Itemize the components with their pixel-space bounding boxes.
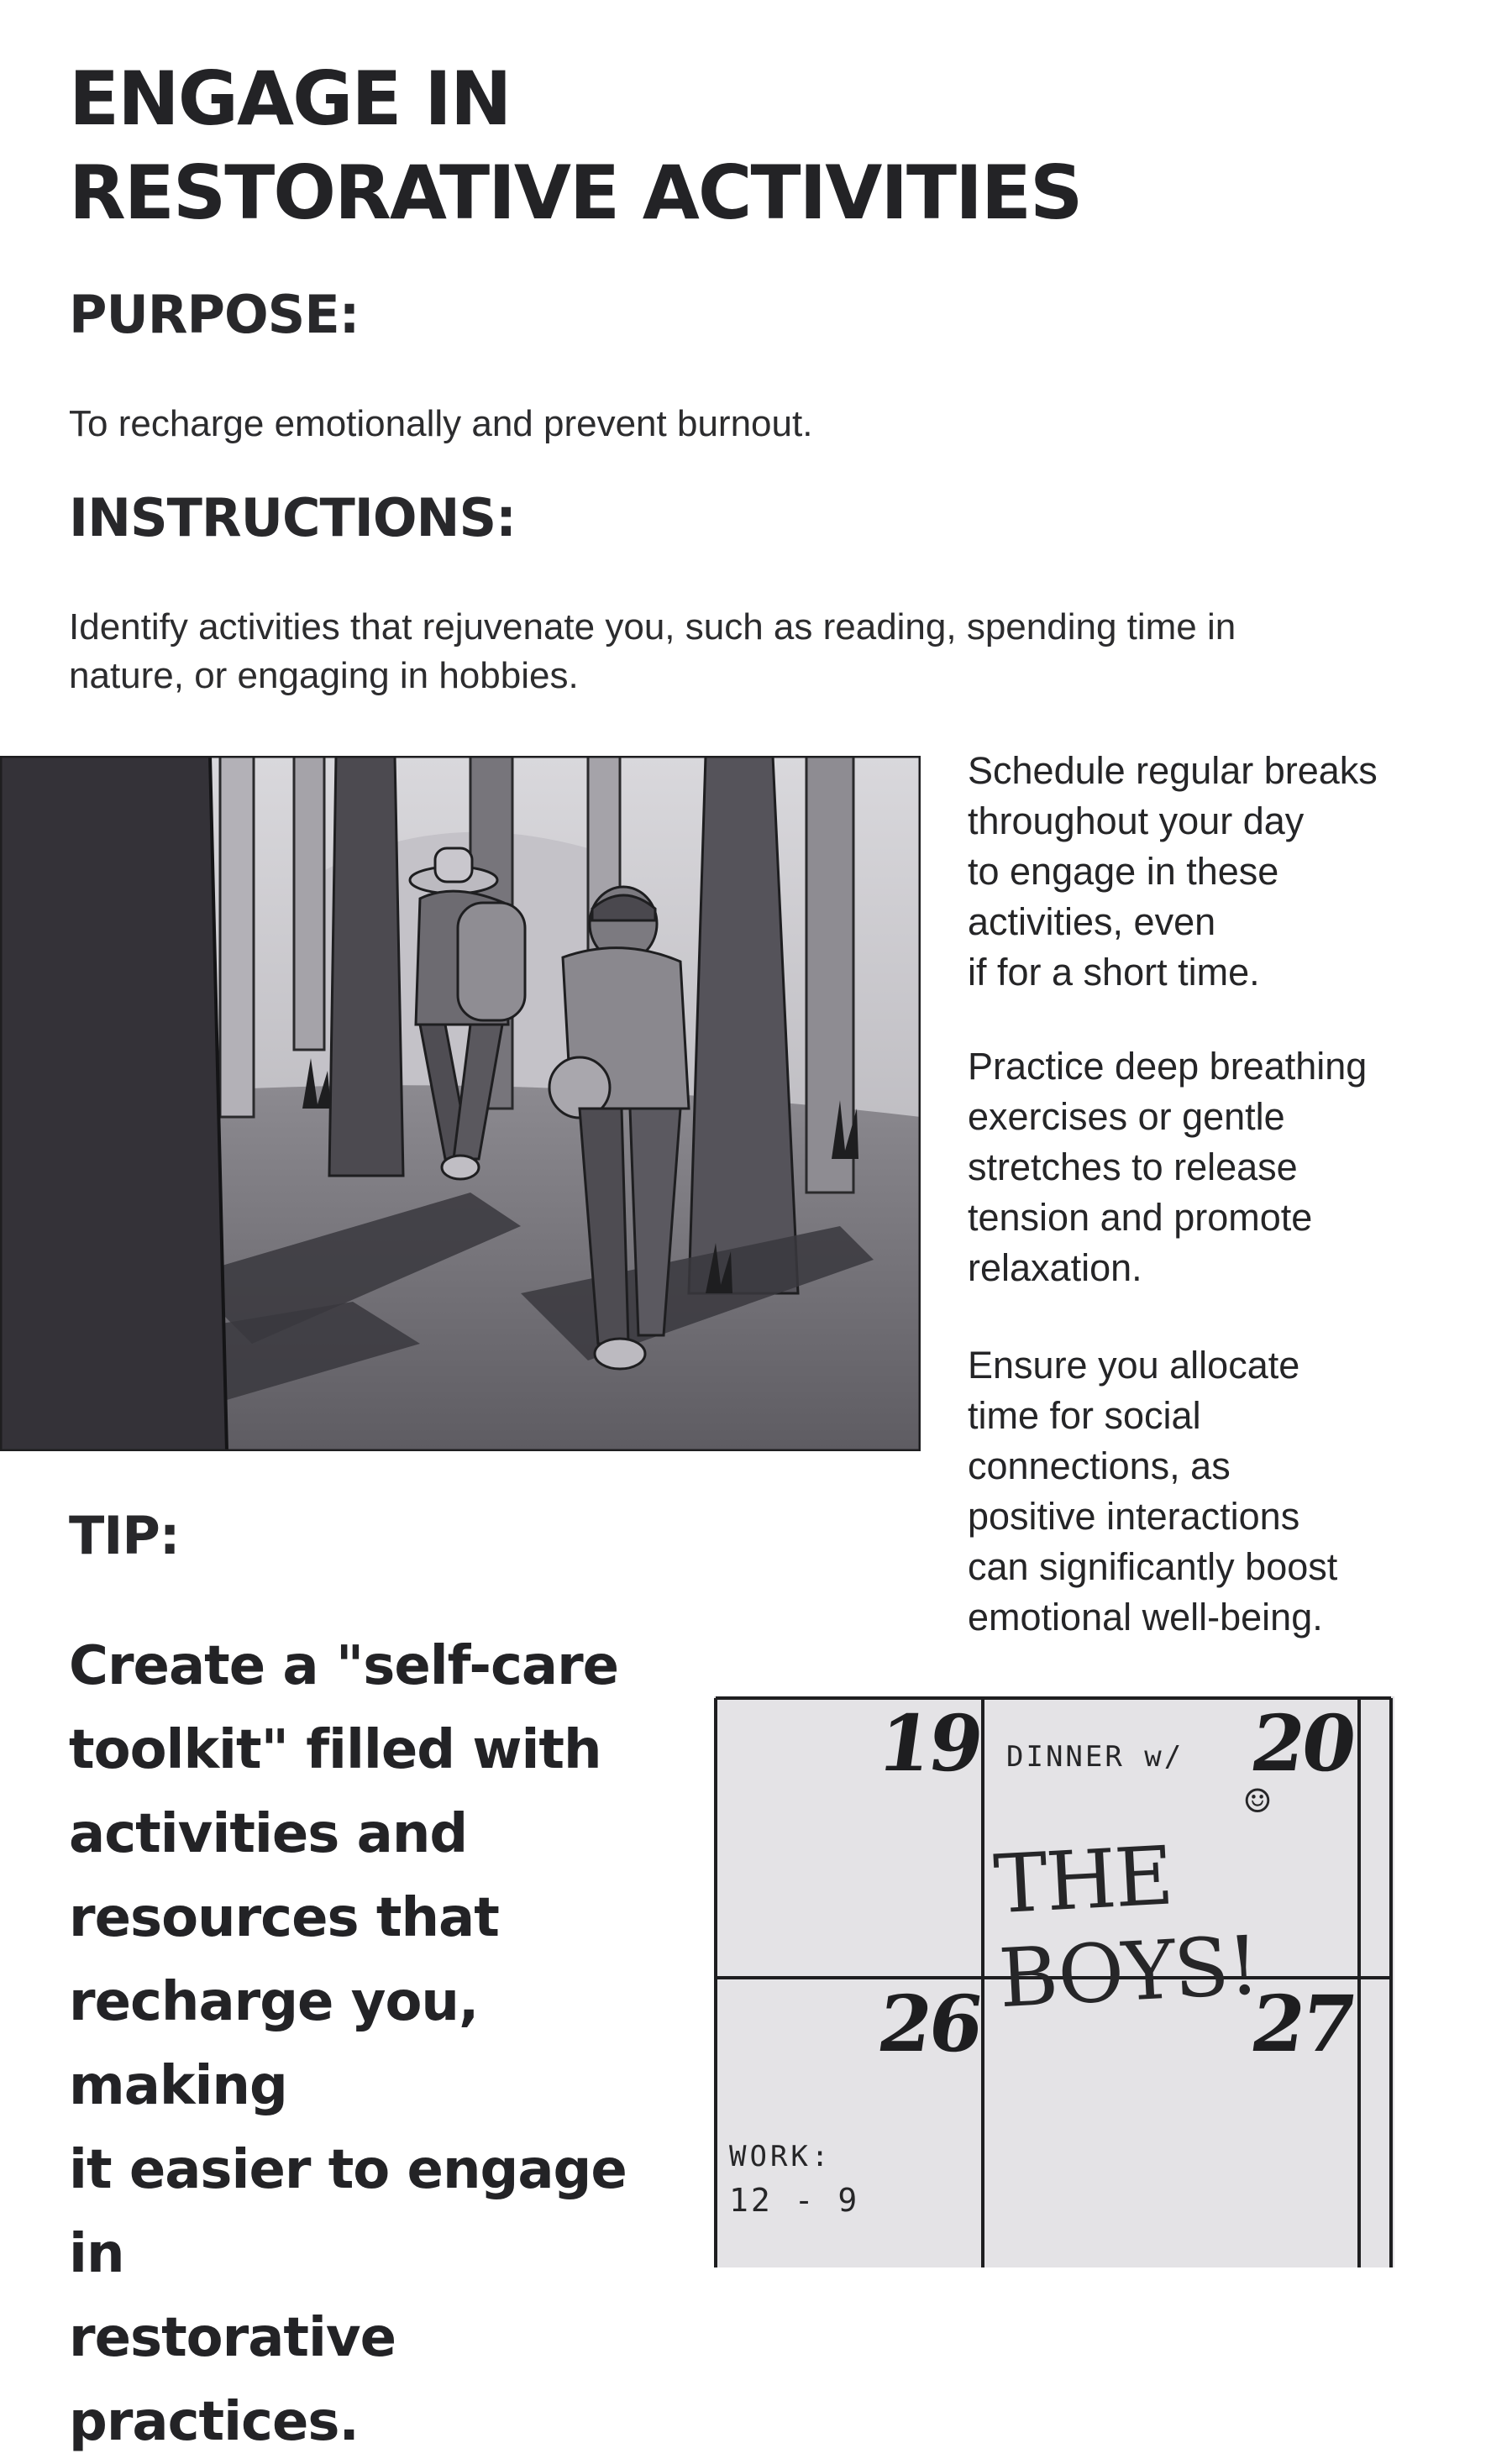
side-line: relaxation. (968, 1246, 1142, 1289)
instructions-line-1: Identify activities that rejuvenate you, such as reading, spending time in (69, 606, 1236, 647)
side-line: stretches to release (968, 1145, 1298, 1188)
side-line: emotional well-being. (968, 1596, 1323, 1638)
side-line: to engage in these (968, 850, 1279, 893)
side-line: if for a short time. (968, 951, 1260, 993)
side-line: can significantly boost (968, 1545, 1338, 1588)
side-line: Schedule regular breaks (968, 749, 1378, 792)
smiley-icon: ☺ (1245, 1777, 1271, 1826)
title-line-1: ENGAGE IN (69, 55, 511, 142)
side-line: positive interactions (968, 1495, 1300, 1538)
purpose-text: To recharge emotionally and prevent burnout. (69, 403, 813, 444)
tip-line: recharge you, making (69, 1971, 479, 2117)
calendar-day-26: 26 (872, 1979, 986, 2069)
tip-line: restorative practices. (69, 2307, 396, 2453)
calendar-day-27: 27 (1245, 1979, 1359, 2069)
tip-line: activities and (69, 1803, 468, 1865)
side-paragraph-breathing (968, 1041, 1438, 1293)
note-dinner: DINNER w/ (1006, 1740, 1184, 1774)
tip-line: Create a "self-care (69, 1635, 619, 1697)
tip-text (69, 1624, 690, 2464)
purpose-heading: PURPOSE: (69, 284, 360, 345)
side-line: time for social (968, 1394, 1201, 1437)
side-line: throughout your day (968, 799, 1305, 842)
side-line: tension and promote (968, 1196, 1313, 1239)
side-line: exercises or gentle (968, 1095, 1285, 1138)
calendar-day-20: 20 (1245, 1698, 1359, 1789)
side-line: Ensure you allocate (968, 1344, 1300, 1387)
side-line: Practice deep breathing (968, 1045, 1368, 1088)
instructions-text (69, 603, 1236, 700)
note-the-boys: THE BOYS! (991, 1828, 1261, 2026)
calendar-illustration (714, 1696, 1394, 2267)
side-paragraph-breaks (968, 746, 1438, 998)
tip-line: toolkit" filled with (69, 1719, 601, 1781)
instructions-line-2: nature, or engaging in hobbies. (69, 655, 579, 696)
tip-heading: TIP: (69, 1505, 180, 1566)
tip-line: it easier to engage in (69, 2139, 627, 2285)
calendar-day-19: 19 (872, 1698, 986, 1789)
note-work-hours: 12 - 9 (729, 2182, 860, 2219)
page-title (69, 52, 1081, 240)
side-paragraph-social (968, 1340, 1438, 1643)
side-line: connections, as (968, 1444, 1231, 1487)
forest-hikers-illustration (0, 756, 921, 1451)
title-line-2: RESTORATIVE ACTIVITIES (69, 149, 1082, 236)
note-work-label: WORK: (729, 2140, 832, 2173)
tip-line: resources that (69, 1887, 499, 1949)
side-line: activities, even (968, 900, 1216, 943)
instructions-heading: INSTRUCTIONS: (69, 487, 516, 548)
